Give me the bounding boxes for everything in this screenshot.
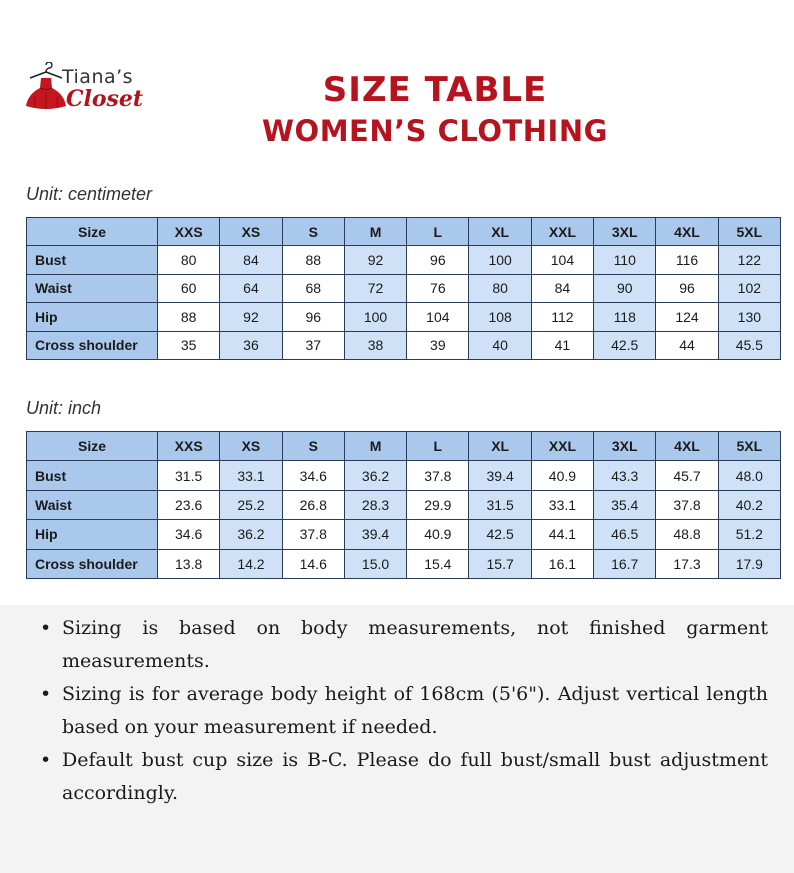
header-cell: M: [344, 218, 406, 246]
table-cell: 38: [344, 331, 406, 359]
page-subtitle: WOMEN’S CLOTHING: [262, 114, 608, 148]
table-row: [27, 274, 781, 302]
table-cell: 37: [282, 331, 344, 359]
table-cell: 108: [469, 303, 531, 331]
table-cell: 118: [594, 303, 656, 331]
table-cell: 43.3: [594, 461, 656, 490]
header-cell: 4XL: [656, 218, 718, 246]
table-cell: 76: [407, 274, 469, 302]
table-cell: 45.7: [656, 461, 718, 490]
header-cell: XXL: [531, 218, 593, 246]
row-label: Waist: [27, 490, 158, 519]
table-row: [27, 490, 781, 519]
table-cell: 100: [344, 303, 406, 331]
table-cell: 88: [158, 303, 220, 331]
table-cell: 88: [282, 246, 344, 274]
table-cell: 39: [407, 331, 469, 359]
table-cell: 17.3: [656, 549, 718, 578]
table-cell: 29.9: [407, 490, 469, 519]
table-cell: 51.2: [718, 520, 780, 549]
table-cell: 35.4: [594, 490, 656, 519]
table-row: [27, 303, 781, 331]
table-cell: 23.6: [158, 490, 220, 519]
unit-label-centimeter: Unit: centimeter: [26, 184, 153, 204]
note-text: Sizing is for average body height of 168cm (5'6"). Adjust vertical length based on your measurement if needed.: [62, 683, 768, 738]
header-cell: XXS: [158, 218, 220, 246]
logo-text-tianas: Tiana’s: [62, 66, 134, 88]
table-cell: 46.5: [594, 520, 656, 549]
table-cell: 15.4: [407, 549, 469, 578]
table-cell: 37.8: [407, 461, 469, 490]
header-cell: M: [344, 432, 406, 461]
table-cell: 44: [656, 331, 718, 359]
header-cell: S: [282, 432, 344, 461]
table-cell: 72: [344, 274, 406, 302]
header-cell: XXS: [158, 432, 220, 461]
table-cell: 100: [469, 246, 531, 274]
table-cell: 40: [469, 331, 531, 359]
page-title: SIZE TABLE: [322, 70, 548, 110]
table-cell: 36: [220, 331, 282, 359]
note-item: [40, 678, 768, 744]
table-row: [27, 520, 781, 549]
header-cell: L: [407, 218, 469, 246]
table-cell: 124: [656, 303, 718, 331]
table-cell: 80: [158, 246, 220, 274]
logo-text-closet: Closet: [66, 86, 144, 112]
header-cell: S: [282, 218, 344, 246]
sizing-notes: [40, 612, 768, 810]
table-row: [27, 331, 781, 359]
table-cell: 104: [531, 246, 593, 274]
row-label: Waist: [27, 274, 158, 302]
table-cell: 33.1: [220, 461, 282, 490]
table-cell: 39.4: [344, 520, 406, 549]
table-cell: 37.8: [282, 520, 344, 549]
note-item: [40, 612, 768, 678]
bullet-dot: •: [40, 683, 52, 705]
row-label: Hip: [27, 520, 158, 549]
table-cell: 96: [656, 274, 718, 302]
table-cell: 40.9: [531, 461, 593, 490]
table-cell: 48.0: [718, 461, 780, 490]
table-cell: 42.5: [594, 331, 656, 359]
table-cell: 104: [407, 303, 469, 331]
table-cell: 26.8: [282, 490, 344, 519]
header-cell: XS: [220, 432, 282, 461]
table-cell: 68: [282, 274, 344, 302]
table-cell: 116: [656, 246, 718, 274]
table-cell: 17.9: [718, 549, 780, 578]
unit-label-inch: Unit: inch: [26, 398, 102, 418]
table-cell: 33.1: [531, 490, 593, 519]
table-cell: 96: [282, 303, 344, 331]
table-cell: 130: [718, 303, 780, 331]
brand-logo: [24, 62, 154, 118]
header-cell: XXL: [531, 432, 593, 461]
table-cell: 40.2: [718, 490, 780, 519]
row-label: Cross shoulder: [27, 331, 158, 359]
table-cell: 60: [158, 274, 220, 302]
row-label: Bust: [27, 461, 158, 490]
header-cell: L: [407, 432, 469, 461]
table-row: [27, 461, 781, 490]
table-header-row: [27, 432, 781, 461]
table-cell: 31.5: [158, 461, 220, 490]
header-cell: XL: [469, 218, 531, 246]
table-cell: 112: [531, 303, 593, 331]
row-label: Cross shoulder: [27, 549, 158, 578]
header-cell: 5XL: [718, 218, 780, 246]
table-cell: 34.6: [158, 520, 220, 549]
header-cell: 3XL: [594, 432, 656, 461]
table-cell: 39.4: [469, 461, 531, 490]
table-cell: 31.5: [469, 490, 531, 519]
table-cell: 92: [220, 303, 282, 331]
table-cell: 14.2: [220, 549, 282, 578]
note-item: [40, 744, 768, 810]
table-cell: 64: [220, 274, 282, 302]
table-cell: 44.1: [531, 520, 593, 549]
note-text: Sizing is based on body measurements, not finished garment measurements.: [62, 617, 768, 672]
header-cell-size: Size: [27, 218, 158, 246]
table-cell: 90: [594, 274, 656, 302]
table-header-row: [27, 218, 781, 246]
table-cell: 92: [344, 246, 406, 274]
table-cell: 34.6: [282, 461, 344, 490]
header-cell-size: Size: [27, 432, 158, 461]
table-cell: 25.2: [220, 490, 282, 519]
table-cell: 28.3: [344, 490, 406, 519]
table-row: [27, 246, 781, 274]
table-cell: 14.6: [282, 549, 344, 578]
table-row: [27, 549, 781, 578]
header-cell: XS: [220, 218, 282, 246]
table-cell: 13.8: [158, 549, 220, 578]
table-cell: 36.2: [220, 520, 282, 549]
bullet-dot: •: [40, 617, 52, 639]
table-cell: 36.2: [344, 461, 406, 490]
table-cell: 45.5: [718, 331, 780, 359]
size-table-inch: [26, 431, 781, 579]
header-cell: XL: [469, 432, 531, 461]
size-table-centimeter: [26, 217, 781, 360]
table-cell: 15.7: [469, 549, 531, 578]
header-cell: 5XL: [718, 432, 780, 461]
table-cell: 102: [718, 274, 780, 302]
table-cell: 110: [594, 246, 656, 274]
table-cell: 15.0: [344, 549, 406, 578]
table-cell: 40.9: [407, 520, 469, 549]
row-label: Bust: [27, 246, 158, 274]
table-cell: 42.5: [469, 520, 531, 549]
table-cell: 84: [220, 246, 282, 274]
table-cell: 41: [531, 331, 593, 359]
header-cell: 3XL: [594, 218, 656, 246]
table-cell: 35: [158, 331, 220, 359]
table-cell: 16.1: [531, 549, 593, 578]
row-label: Hip: [27, 303, 158, 331]
table-cell: 37.8: [656, 490, 718, 519]
table-cell: 122: [718, 246, 780, 274]
note-text: Default bust cup size is B-C. Please do full bust/small bust adjustment accordingly.: [62, 749, 768, 804]
table-cell: 80: [469, 274, 531, 302]
bullet-dot: •: [40, 749, 52, 771]
table-cell: 16.7: [594, 549, 656, 578]
header-cell: 4XL: [656, 432, 718, 461]
table-cell: 48.8: [656, 520, 718, 549]
table-cell: 96: [407, 246, 469, 274]
table-cell: 84: [531, 274, 593, 302]
